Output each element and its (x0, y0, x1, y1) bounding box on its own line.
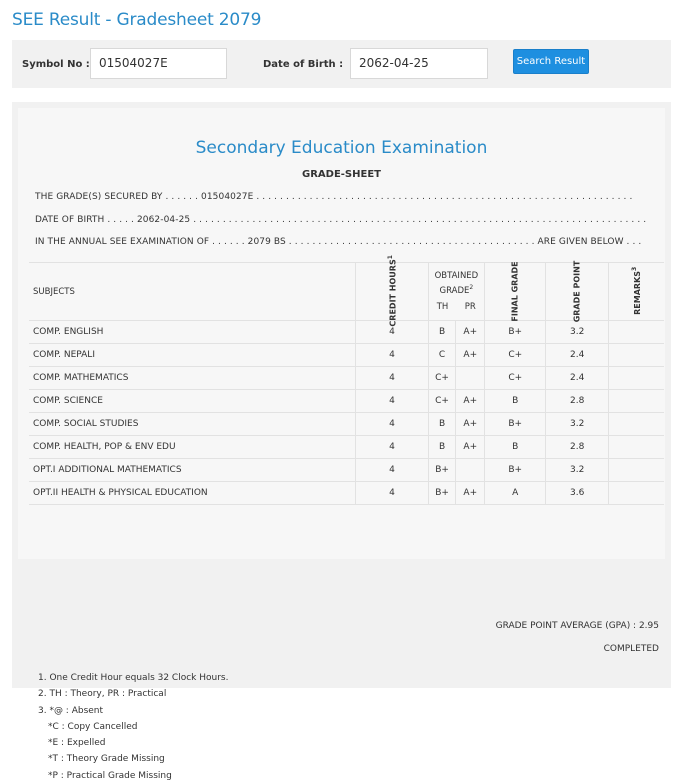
th-grade-cell: C (428, 344, 456, 367)
grade-point-cell: 3.2 (546, 321, 609, 344)
th-grade-cell: B (428, 321, 456, 344)
remarks-cell (608, 436, 664, 459)
secured-by-line: THE GRADE(S) SECURED BY . . . . . . 01504027E . . . . . . . . . . . . . . . . . . . . . . . . . . . . . . . . . . . . . . . . . . . . . . . . . . . . . . . . . . . . . . . . (35, 192, 633, 202)
remarks-cell (608, 367, 664, 390)
pr-grade-cell (456, 367, 485, 390)
footnote: 2. TH : Theory, PR : Practical (38, 689, 167, 700)
table-row (29, 344, 664, 367)
pr-grade-cell: A+ (456, 321, 485, 344)
remarks-cell (608, 344, 664, 367)
grade-point-cell: 2.4 (546, 344, 609, 367)
credit-cell: 4 (356, 436, 428, 459)
credit-cell: 4 (356, 482, 428, 505)
final-grade-cell: A (485, 482, 546, 505)
footnote: *P : Practical Grade Missing (48, 770, 172, 781)
subject-cell: COMP. ENGLISH (33, 327, 104, 337)
final-grade-cell: B+ (485, 459, 546, 482)
credit-cell: 4 (356, 321, 428, 344)
credit-cell: 4 (356, 459, 428, 482)
pr-grade-cell: A+ (456, 482, 485, 505)
exam-year-line: IN THE ANNUAL SEE EXAMINATION OF . . . . . . 2079 BS . . . . . . . . . . . . . . . . . . . . . . . . . . . . . . . . . . . . . . . . . . ARE GIVEN BELOW . . . (35, 237, 642, 247)
table-header (29, 263, 664, 321)
footnote: 1. One Credit Hour equals 32 Clock Hours. (38, 673, 229, 683)
credit-cell: 4 (356, 367, 428, 390)
credit-hours-header: CREDIT HOURS$^1$ (356, 263, 428, 321)
credit-cell: 4 (356, 344, 428, 367)
table-row (29, 482, 664, 505)
footnote: *T : Theory Grade Missing (48, 754, 165, 765)
grade-point-cell: 2.4 (546, 367, 609, 390)
th-grade-cell: B+ (428, 482, 456, 505)
pr-header: PR (464, 302, 476, 313)
subject-cell: COMP. HEALTH, POP & ENV EDU (33, 442, 176, 452)
table-row (29, 390, 664, 413)
th-grade-cell: B (428, 413, 456, 436)
subject-cell: OPT.I ADDITIONAL MATHEMATICS (33, 465, 182, 475)
gpa-summary: GRADE POINT AVERAGE (GPA) : 2.95 (495, 621, 659, 631)
remarks-cell (608, 482, 664, 505)
dob-label: Date of Birth : (263, 59, 344, 70)
final-grade-cell: B+ (485, 413, 546, 436)
grade-point-cell: 3.2 (546, 459, 609, 482)
search-result-button[interactable]: Search Result (513, 49, 589, 74)
table-row (29, 436, 664, 459)
symbol-input[interactable]: 01504027E (90, 48, 227, 79)
grade-point-header: GRADE POINT (546, 263, 609, 321)
remarks-cell (608, 413, 664, 436)
th-header: TH (436, 302, 449, 313)
th-grade-cell: B (428, 436, 456, 459)
subject-cell: COMP. SCIENCE (33, 396, 103, 406)
grade-point-cell: 3.6 (546, 482, 609, 505)
footnote: 3. *@ : Absent (38, 705, 104, 716)
remarks-cell (608, 321, 664, 344)
credit-cell: 4 (356, 413, 428, 436)
table-row (29, 367, 664, 390)
final-grade-cell: B (485, 390, 546, 413)
subject-cell: COMP. SOCIAL STUDIES (33, 419, 139, 429)
grade-point-cell: 2.8 (546, 436, 609, 459)
final-grade-cell: B+ (485, 321, 546, 344)
exam-title: Secondary Education Examination (195, 138, 488, 158)
th-grade-cell: C+ (428, 367, 456, 390)
pr-grade-cell: A+ (456, 390, 485, 413)
final-grade-cell: B (485, 436, 546, 459)
table-row (29, 413, 664, 436)
grades-table (29, 255, 664, 505)
table-row (29, 321, 664, 344)
remarks-header: REMARKS$^3$ (608, 263, 664, 321)
remarks-cell (608, 390, 664, 413)
grade-sheet (18, 108, 665, 559)
remarks-cell (608, 459, 664, 482)
final-grade-header: FINAL GRADE (485, 263, 546, 321)
footnotes (38, 670, 228, 784)
grade-point-cell: 2.8 (546, 390, 609, 413)
obtained-grade-header: OBTAINED GRADE$^2$ TH PR (428, 263, 484, 321)
th-grade-cell: C+ (428, 390, 456, 413)
grade-point-cell: 3.2 (546, 413, 609, 436)
footnote: *E : Expelled (48, 738, 106, 749)
subject-cell: OPT.II HEALTH & PHYSICAL EDUCATION (33, 488, 208, 498)
table-row (29, 459, 664, 482)
symbol-label: Symbol No : (22, 59, 90, 70)
dob-line: DATE OF BIRTH . . . . . 2062-04-25 . . . . . . . . . . . . . . . . . . . . . . . . . . . . . . . . . . . . . . . . . . . . . . . . . . . . . . . . . . . . . . . . . . . . . . . . . . . . . (35, 215, 647, 225)
final-grade-cell: C+ (485, 344, 546, 367)
th-grade-cell: B+ (428, 459, 456, 482)
search-form (12, 40, 671, 88)
pr-grade-cell: A+ (456, 344, 485, 367)
pr-grade-cell: A+ (456, 413, 485, 436)
credit-cell: 4 (356, 390, 428, 413)
subject-cell: COMP. MATHEMATICS (33, 373, 129, 383)
grade-sheet-title: GRADE-SHEET (302, 169, 381, 180)
result-status: COMPLETED (603, 644, 659, 654)
pr-grade-cell (456, 459, 485, 482)
dob-input[interactable]: 2062-04-25 (350, 48, 488, 79)
final-grade-cell: C+ (485, 367, 546, 390)
subject-cell: COMP. NEPALI (33, 350, 95, 360)
subjects-header: SUBJECTS (33, 286, 75, 297)
page-title: SEE Result - Gradesheet 2079 (12, 10, 262, 30)
pr-grade-cell: A+ (456, 436, 485, 459)
grade-sheet-panel (12, 102, 671, 781)
footnote: *C : Copy Cancelled (48, 721, 138, 732)
